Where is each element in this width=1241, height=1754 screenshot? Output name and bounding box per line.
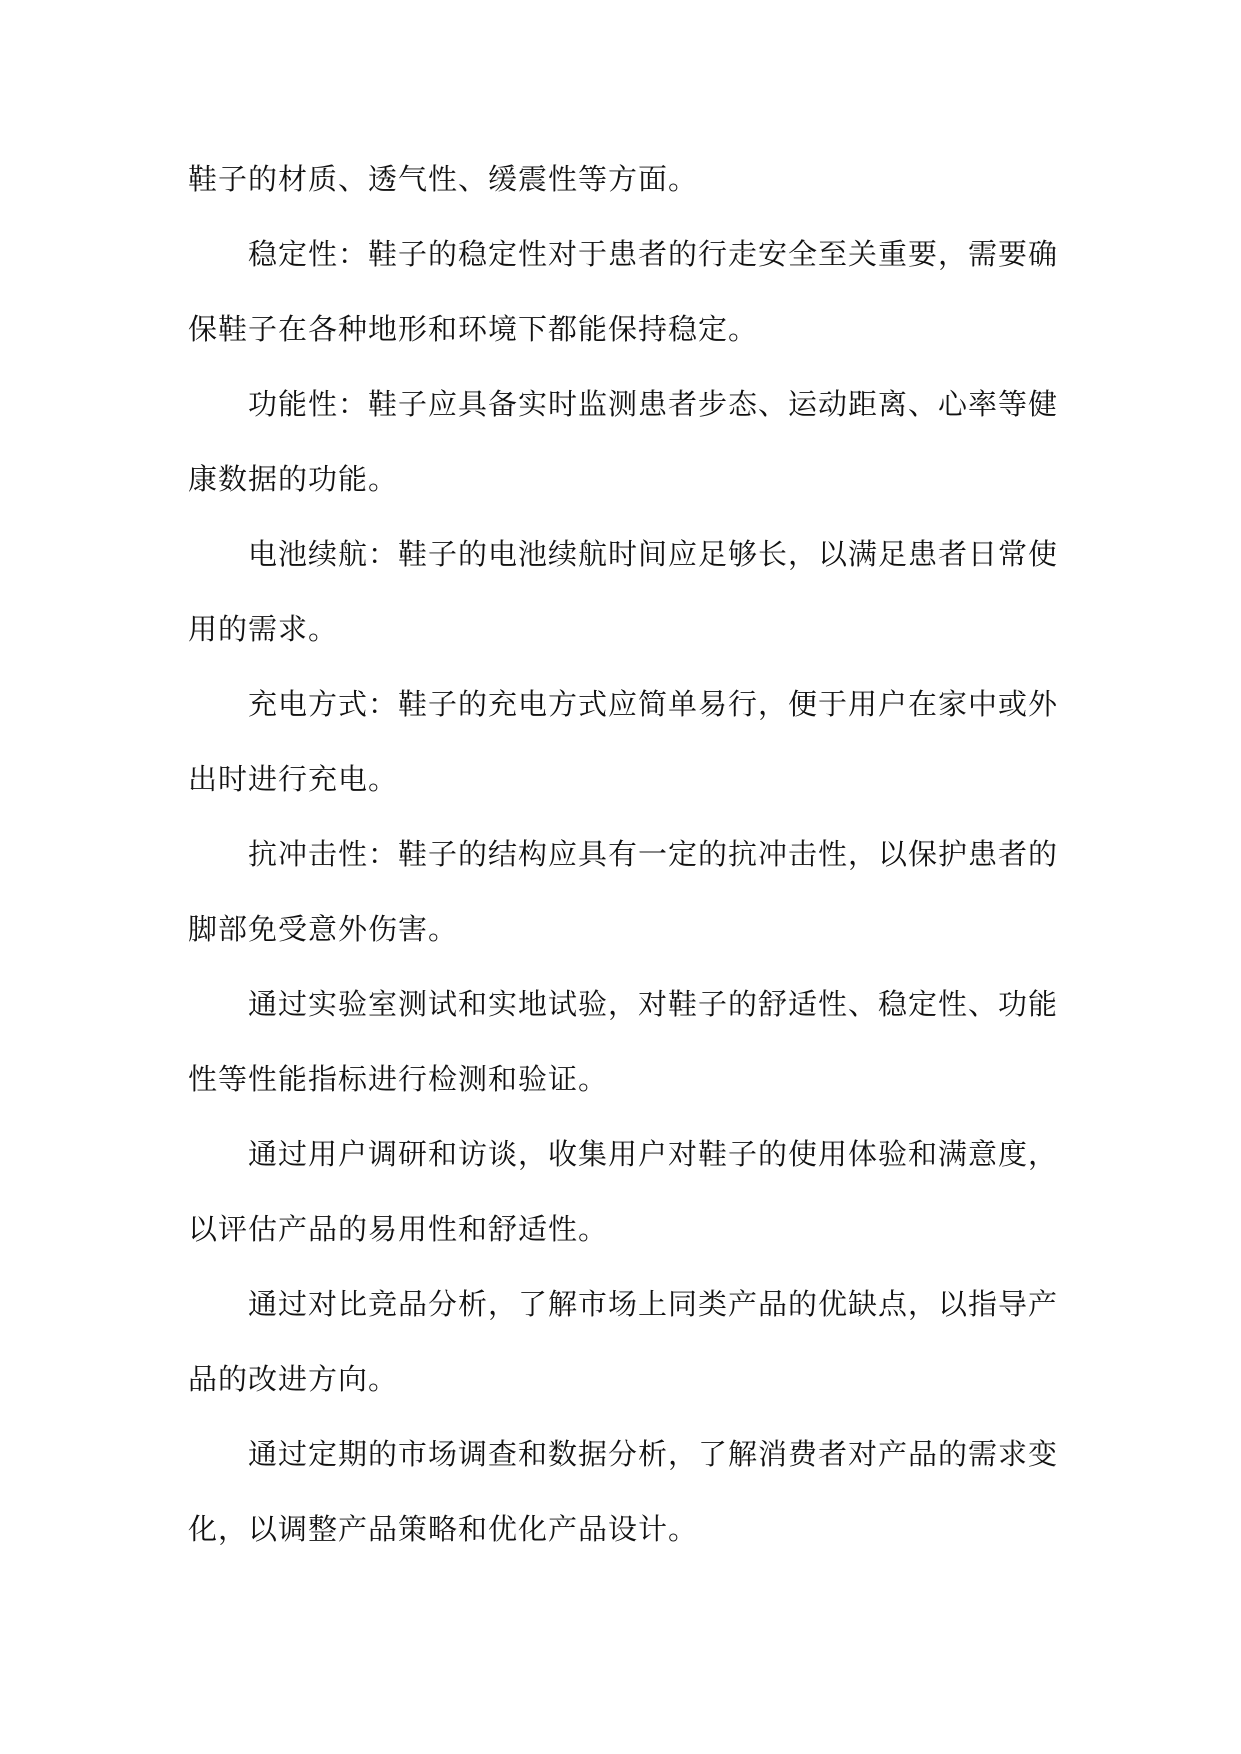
paragraph-competitor-analysis: 通过对比竞品分析，了解市场上同类产品的优缺点，以指导产品的改进方向。 bbox=[188, 1287, 1059, 1396]
paragraph-functionality: 功能性：鞋子应具备实时监测患者步态、运动距离、心率等健康数据的功能。 bbox=[188, 387, 1059, 496]
paragraph-battery-life: 电池续航：鞋子的电池续航时间应足够长，以满足患者日常使用的需求。 bbox=[188, 537, 1059, 646]
paragraph-impact-resistance: 抗冲击性：鞋子的结构应具有一定的抗冲击性，以保护患者的脚部免受意外伤害。 bbox=[188, 837, 1059, 946]
paragraph-user-research: 通过用户调研和访谈，收集用户对鞋子的使用体验和满意度，以评估产品的易用性和舒适性。 bbox=[188, 1137, 1059, 1246]
document-body bbox=[188, 142, 1058, 1567]
paragraph-market-survey: 通过定期的市场调查和数据分析，了解消费者对产品的需求变化，以调整产品策略和优化产品设计。 bbox=[188, 1437, 1059, 1546]
paragraph-charging-method: 充电方式：鞋子的充电方式应简单易行，便于用户在家中或外出时进行充电。 bbox=[188, 687, 1059, 796]
paragraph-continuation: 鞋子的材质、透气性、缓震性等方面。 bbox=[188, 162, 699, 196]
paragraph-lab-testing: 通过实验室测试和实地试验，对鞋子的舒适性、稳定性、功能性等性能指标进行检测和验证。 bbox=[188, 987, 1059, 1096]
paragraph-stability: 稳定性：鞋子的稳定性对于患者的行走安全至关重要，需要确保鞋子在各种地形和环境下都能保持稳定。 bbox=[188, 237, 1059, 346]
